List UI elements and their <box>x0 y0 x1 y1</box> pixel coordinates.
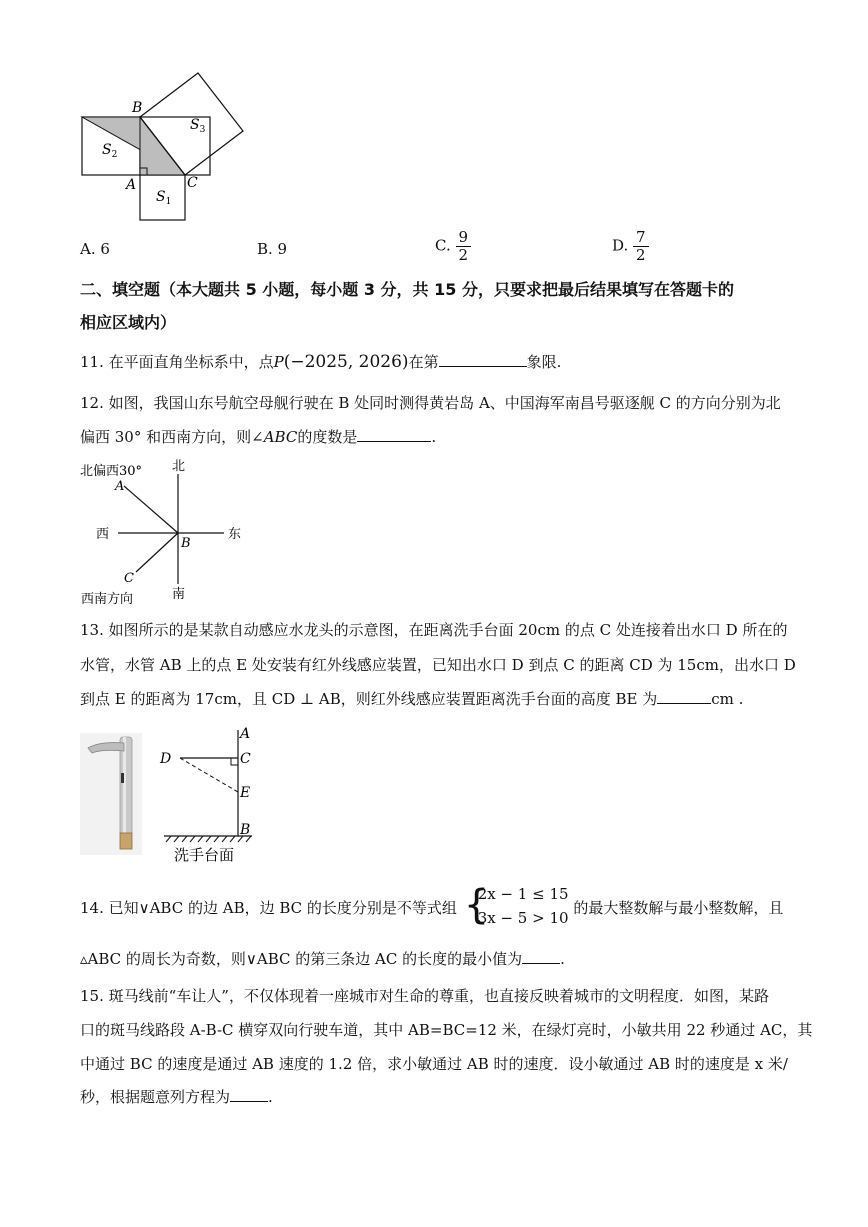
label-s2: $S_2$ <box>102 142 118 160</box>
figure-q13-diagram <box>152 722 272 870</box>
q12-answer-blank <box>357 427 431 442</box>
q11-answer-blank <box>439 352 527 367</box>
option-c <box>435 229 471 264</box>
figure-q10-squares <box>70 68 260 228</box>
q15-answer-blank <box>230 1087 268 1102</box>
label-B: B <box>240 822 251 838</box>
option-d-fraction: $\frac{7}{2}$ <box>633 229 649 264</box>
option-d-prefix: D. <box>612 236 629 255</box>
option-d <box>612 229 649 264</box>
q13-answer-blank <box>657 689 711 704</box>
question-13-line2: 水管，水管 AB 上的点 E 处安装有红外线感应装置，已知出水口 D 到点 C 的距离 CD 为 15cm，出水口 D <box>80 656 796 674</box>
label-west: 西 <box>96 527 110 542</box>
ray-BC <box>136 533 178 572</box>
question-13-line1: 13. 如图所示的是某款自动感应水龙头的示意图，在距离洗手台面 20cm 的点 C 处连接着出水口 D 所在的 <box>80 621 788 639</box>
label-base: 洗手台面 <box>174 846 235 864</box>
label-south: 南 <box>172 587 186 602</box>
question-12-line1: 12. 如图，我国山东号航空母舰行驶在 B 处同时测得黄岩岛 A、中国海军南昌号驱逐舰 C 的方向分别为北 <box>80 394 781 412</box>
label-north: 北 <box>172 459 186 474</box>
question-12-line2: 偏西 30° 和西南方向，则∠ABC的度数是 . <box>80 428 437 446</box>
label-A: A <box>126 177 137 193</box>
label-B: B <box>181 536 191 551</box>
ray-BA <box>124 486 178 533</box>
option-c-fraction: $\frac{9}{2}$ <box>456 229 472 264</box>
question-15-line3: 中通过 BC 的速度是通过 AB 速度的 1.2 倍，求小敏通过 AB 时的速度．设小敏通过 AB 时的速度是 x 米/ <box>80 1055 788 1073</box>
question-14-line2: ▵ABC 的周长为奇数，则∨ABC 的第三条边 AC 的长度的最小值为 . <box>80 950 565 968</box>
question-14-line1: 14. 已知∨ABC 的边 AB，边 BC 的长度分别是不等式组 { 2x − 1 ≤ 15 3x − 5 > 10 的最大整数解与最小整数解，且 <box>80 882 784 928</box>
option-b: B. 9 <box>257 240 288 258</box>
label-C: C <box>240 751 251 767</box>
label-s3: $S_3$ <box>190 117 206 135</box>
label-C: C <box>187 175 198 191</box>
option-c-prefix: C. <box>435 236 451 255</box>
label-E: E <box>240 785 251 801</box>
label-D: D <box>160 751 172 767</box>
figure-q12-compass <box>76 456 256 606</box>
question-11: 11. 在平面直角坐标系中，点P(−2025, 2026)在第 象限. <box>80 352 562 372</box>
segment-DE <box>180 758 238 792</box>
label-C: C <box>124 571 134 586</box>
label-B: B <box>132 100 143 116</box>
question-13-line3: 到点 E 的距离为 17cm，且 CD ⊥ AB，则红外线感应装置距离洗手台面的高度 BE 为 cm . <box>80 690 744 708</box>
option-a: A. 6 <box>80 240 110 258</box>
label-A: A <box>115 479 125 494</box>
label-sw: 西南方向 <box>81 592 134 606</box>
section-heading-line2: 相应区域内） <box>80 313 177 332</box>
question-15-line4: 秒，根据题意列方程为 . <box>80 1088 273 1106</box>
label-s1: $S_1$ <box>156 189 172 207</box>
label-east: 东 <box>228 527 242 542</box>
question-15-line1: 15. 斑马线前“车让人”，不仅体现着一座城市对生命的尊重，也直接反映着城市的文明程度．如图，某路 <box>80 987 769 1005</box>
label-A: A <box>240 726 251 742</box>
q14-answer-blank <box>522 949 560 964</box>
label-nw: 北偏西30° <box>80 464 143 479</box>
faucet-image <box>80 733 142 855</box>
section-heading-line1: 二、填空题（本大题共 5 小题，每小题 3 分，共 15 分，只要求把最后结果填写在答题卡的 <box>80 280 734 299</box>
inequality-system: { 2x − 1 ≤ 15 3x − 5 > 10 <box>463 882 569 928</box>
question-15-line2: 口的斑马线路段 A-B-C 横穿双向行驶车道，其中 AB=BC=12 米，在绿灯亮时，小敏共用 22 秒通过 AC，其 <box>80 1021 813 1039</box>
